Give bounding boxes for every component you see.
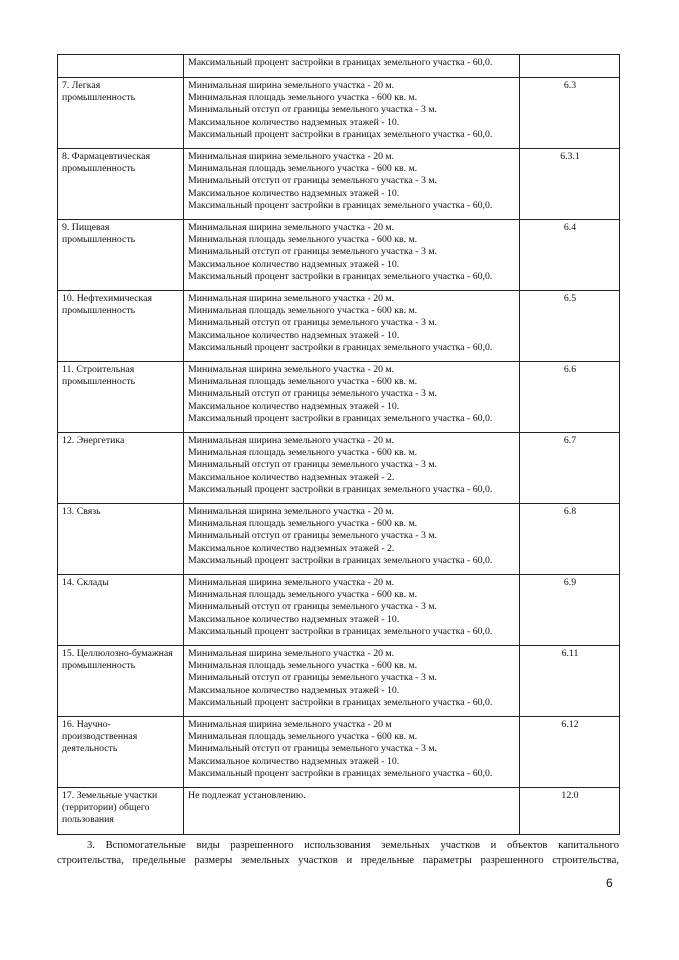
classifier-code-cell: 6.3 — [520, 78, 620, 149]
parameter-line: Минимальный отступ от границы земельного участка - 3 м. — [188, 175, 437, 187]
parameter-line: Минимальная ширина земельного участка - 20 м — [188, 719, 392, 730]
parameter-line: Максимальное количество надземных этажей - 10. — [188, 329, 400, 341]
use-type-name-line: промышленность — [62, 376, 136, 388]
table-row — [58, 362, 620, 433]
parameter-line: Минимальная площадь земельного участка - 600 кв. м. — [188, 589, 418, 601]
use-type-name-line: пользования — [62, 814, 114, 826]
parameter-line: Минимальная площадь земельного участка - 600 кв. м. — [188, 234, 418, 246]
use-type-name-line: (территории) общего — [62, 802, 150, 814]
use-type-cell — [58, 646, 184, 717]
classifier-code-cell: 6.12 — [520, 717, 620, 788]
table-row — [58, 504, 620, 575]
table-row — [58, 149, 620, 220]
parameter-line: Максимальный процент застройки в границах земельного участка - 60,0. — [188, 767, 493, 779]
table-row — [58, 291, 620, 362]
use-type-cell — [58, 362, 184, 433]
parameter-line: Не подлежат установлению. — [188, 790, 306, 801]
parameters-cell — [184, 788, 520, 835]
parameter-line: Минимальный отступ от границы земельного участка - 3 м. — [188, 459, 437, 471]
table-row — [58, 717, 620, 788]
parameter-line: Минимальный отступ от границы земельного участка - 3 м. — [188, 388, 437, 400]
paragraph-line-2: строительства, предельные размеры земельных участков и предельные параметры разрешенного строительства, — [57, 855, 619, 866]
use-type-name-line: 15. Целлюлозно-бумажная — [62, 648, 173, 659]
parameter-line: Минимальная ширина земельного участка - 20 м. — [188, 80, 395, 91]
use-type-name-line: 10. Нефтехимическая — [62, 293, 153, 304]
parameter-line: Минимальная площадь земельного участка - 600 кв. м. — [188, 163, 418, 175]
parameter-line: Минимальная ширина земельного участка - 20 м. — [188, 648, 395, 659]
use-type-name-line: 11. Строительная — [62, 364, 135, 375]
use-type-name-line: 8. Фармацевтическая — [62, 151, 150, 162]
use-type-cell — [58, 433, 184, 504]
parameter-line: Максимальный процент застройки в границах земельного участка - 60,0. — [188, 341, 493, 353]
parameters-cell — [184, 78, 520, 149]
parameter-line: Максимальное количество надземных этажей - 2. — [188, 542, 395, 554]
table-row — [58, 575, 620, 646]
use-type-cell — [58, 149, 184, 220]
parameter-line: Минимальная площадь земельного участка - 600 кв. м. — [188, 305, 418, 317]
table-row — [58, 55, 620, 78]
classifier-code-cell: 12.0 — [520, 788, 620, 835]
use-type-name-line: промышленность — [62, 234, 136, 246]
use-type-name-line: 14. Склады — [62, 577, 109, 588]
classifier-code-cell: 6.8 — [520, 504, 620, 575]
parameters-cell — [184, 149, 520, 220]
parameter-line: Максимальный процент застройки в границах земельного участка - 60,0. — [188, 412, 493, 424]
parameter-line: Максимальный процент застройки в границах земельного участка - 60,0. — [188, 483, 493, 495]
classifier-code-cell: 6.11 — [520, 646, 620, 717]
classifier-code-cell: 6.3.1 — [520, 149, 620, 220]
parameter-line: Максимальное количество надземных этажей - 10. — [188, 258, 400, 270]
parameter-line: Минимальная площадь земельного участка - 600 кв. м. — [188, 92, 418, 104]
parameter-line: Максимальное количество надземных этажей - 10. — [188, 187, 400, 199]
use-type-cell — [58, 717, 184, 788]
parameter-line: Максимальное количество надземных этажей - 10. — [188, 116, 400, 128]
paragraph-line-1: 3. Вспомогательные виды разрешенного использования земельных участков и объектов капитального — [87, 840, 619, 851]
parameter-line: Минимальная площадь земельного участка - 600 кв. м. — [188, 731, 418, 743]
use-type-cell — [58, 220, 184, 291]
parameter-line: Максимальное количество надземных этажей - 2. — [188, 471, 395, 483]
parameters-cell — [184, 433, 520, 504]
parameters-cell — [184, 291, 520, 362]
parameters-cell — [184, 220, 520, 291]
use-type-name-line: промышленность — [62, 660, 136, 672]
table-row — [58, 646, 620, 717]
parameter-line: Минимальный отступ от границы земельного участка - 3 м. — [188, 104, 437, 116]
parameters-cell — [184, 55, 520, 78]
classifier-code-cell: 6.6 — [520, 362, 620, 433]
parameter-line: Максимальный процент застройки в границах земельного участка - 60,0. — [188, 554, 493, 566]
use-type-name-line: производственная — [62, 731, 138, 743]
use-type-name-line: промышленность — [62, 305, 136, 317]
parameter-line: Минимальный отступ от границы земельного участка - 3 м. — [188, 601, 437, 613]
use-type-name-line: промышленность — [62, 163, 136, 175]
table-row — [58, 788, 620, 835]
use-type-cell — [58, 55, 184, 78]
zoning-parameters-table — [57, 54, 620, 835]
parameter-line: Минимальный отступ от границы земельного участка - 3 м. — [188, 743, 437, 755]
parameter-line: Минимальная ширина земельного участка - 20 м. — [188, 364, 395, 375]
table-body — [58, 55, 620, 835]
table-row — [58, 78, 620, 149]
parameters-cell — [184, 646, 520, 717]
classifier-code-cell: 6.7 — [520, 433, 620, 504]
parameter-line: Минимальная ширина земельного участка - 20 м. — [188, 506, 395, 517]
parameter-line: Минимальная площадь земельного участка - 600 кв. м. — [188, 660, 418, 672]
use-type-cell — [58, 504, 184, 575]
parameter-line: Максимальный процент застройки в границах земельного участка - 60,0. — [188, 696, 493, 708]
parameter-line: Максимальное количество надземных этажей - 10. — [188, 613, 400, 625]
use-type-name-line: 9. Пищевая — [62, 222, 110, 233]
section-paragraph — [57, 838, 619, 868]
parameter-line: Минимальная ширина земельного участка - 20 м. — [188, 435, 395, 446]
parameter-line: Минимальная площадь земельного участка - 600 кв. м. — [188, 518, 418, 530]
parameter-line: Максимальный процент застройки в границах земельного участка - 60,0. — [188, 128, 493, 140]
use-type-name-line: 12. Энергетика — [62, 435, 125, 446]
use-type-name-line: 17. Земельные участки — [62, 790, 158, 801]
use-type-name-line: промышленность — [62, 92, 136, 104]
parameters-cell — [184, 362, 520, 433]
table-row — [58, 220, 620, 291]
parameter-line: Минимальный отступ от границы земельного участка - 3 м. — [188, 246, 437, 258]
parameter-line: Минимальная площадь земельного участка - 600 кв. м. — [188, 447, 418, 459]
parameter-line: Минимальная ширина земельного участка - 20 м. — [188, 577, 395, 588]
parameter-line: Минимальная ширина земельного участка - 20 м. — [188, 151, 395, 162]
use-type-cell — [58, 291, 184, 362]
parameter-line: Максимальный процент застройки в границах земельного участка - 60,0. — [188, 199, 493, 211]
use-type-name-line: деятельность — [62, 743, 118, 755]
classifier-code-cell: 6.9 — [520, 575, 620, 646]
parameter-line: Минимальный отступ от границы земельного участка - 3 м. — [188, 672, 437, 684]
table-row — [58, 433, 620, 504]
use-type-cell — [58, 788, 184, 835]
parameter-line: Минимальный отступ от границы земельного участка - 3 м. — [188, 317, 437, 329]
use-type-cell — [58, 575, 184, 646]
use-type-name-line: 16. Научно- — [62, 719, 111, 730]
parameters-cell — [184, 575, 520, 646]
parameters-cell — [184, 717, 520, 788]
parameter-line: Минимальная ширина земельного участка - 20 м. — [188, 293, 395, 304]
parameter-line: Максимальный процент застройки в границах земельного участка - 60,0. — [188, 270, 493, 282]
parameter-line: Максимальное количество надземных этажей - 10. — [188, 400, 400, 412]
parameter-line: Максимальный процент застройки в границах земельного участка - 60,0. — [188, 625, 493, 637]
classifier-code-cell: 6.5 — [520, 291, 620, 362]
page-number: 6 — [606, 876, 613, 890]
classifier-code-cell — [520, 55, 620, 78]
parameter-line: Минимальная площадь земельного участка - 600 кв. м. — [188, 376, 418, 388]
parameter-line: Максимальное количество надземных этажей - 10. — [188, 684, 400, 696]
parameters-cell — [184, 504, 520, 575]
parameter-line: Максимальный процент застройки в границах земельного участка - 60,0. — [188, 57, 493, 68]
parameter-line: Минимальная ширина земельного участка - 20 м. — [188, 222, 395, 233]
use-type-name-line: 7. Легкая — [62, 80, 101, 91]
use-type-cell — [58, 78, 184, 149]
classifier-code-cell: 6.4 — [520, 220, 620, 291]
parameter-line: Минимальный отступ от границы земельного участка - 3 м. — [188, 530, 437, 542]
parameter-line: Максимальное количество надземных этажей - 10. — [188, 755, 400, 767]
use-type-name-line: 13. Связь — [62, 506, 101, 517]
